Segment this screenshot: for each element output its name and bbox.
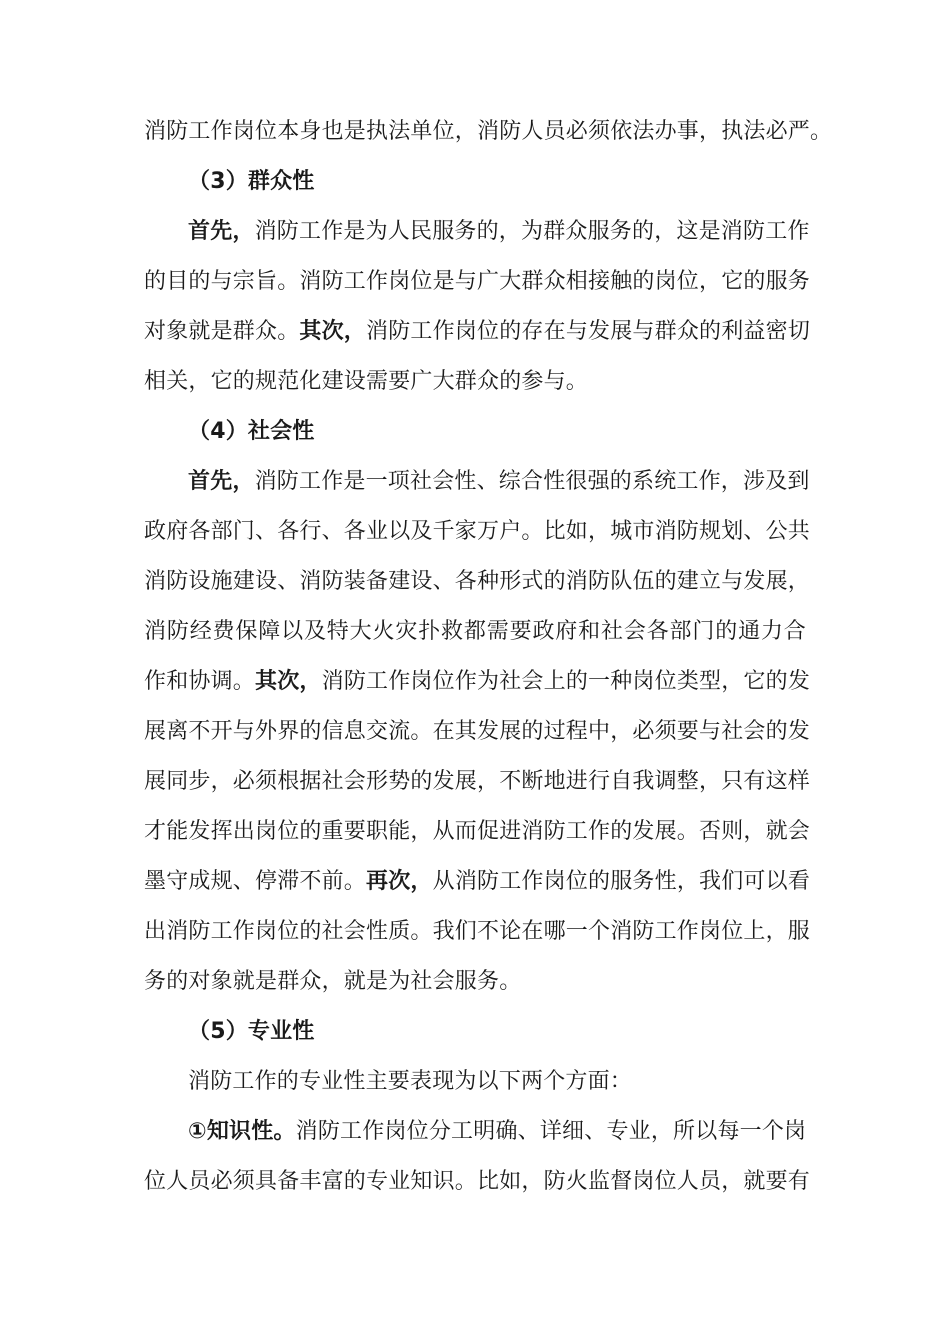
paragraph-line [188, 217, 810, 247]
paragraph-text: 消防工作岗位的存在与发展与群众的利益密切 [366, 319, 811, 344]
paragraph-line: 务的对象就是群众，就是为社会服务。 [144, 969, 522, 994]
paragraph-line: 政府各部门、各行、各业以及千家万户。比如，城市消防规划、公共 [144, 519, 811, 544]
paragraph-text: 作和协调。 [144, 669, 256, 694]
bold-lead: 其次， [255, 669, 322, 694]
paragraph-line: 的目的与宗旨。消防工作岗位是与广大群众相接触的岗位，它的服务 [144, 269, 811, 294]
paragraph-text: 对象就是群众。 [144, 319, 300, 344]
paragraph-line [144, 867, 811, 897]
paragraph-line: 展离不开与外界的信息交流。在其发展的过程中，必须要与社会的发 [144, 719, 811, 744]
paragraph-line [144, 667, 811, 697]
section-heading-3: （3）群众性 [188, 169, 315, 194]
paragraph-text: 墨守成规、停滞不前。 [144, 869, 367, 894]
paragraph-line: 消防经费保障以及特大火灾扑救都需要政府和社会各部门的通力合 [144, 619, 806, 644]
paragraph-line [188, 1117, 806, 1147]
paragraph-line: 消防工作的专业性主要表现为以下两个方面： [188, 1069, 633, 1094]
paragraph-text: 消防工作是为人民服务的，为群众服务的，这是消防工作 [254, 219, 810, 244]
paragraph-line: 消防工作岗位本身也是执法单位，消防人员必须依法办事，执法必严。 [144, 119, 833, 144]
bold-lead: ①知识性。 [188, 1119, 296, 1144]
paragraph-line: 位人员必须具备丰富的专业知识。比如，防火监督岗位人员，就要有 [144, 1169, 811, 1194]
paragraph-text: 消防工作岗位作为社会上的一种岗位类型，它的发 [321, 669, 811, 694]
bold-lead: 再次， [366, 869, 433, 894]
paragraph-line: 展同步，必须根据社会形势的发展，不断地进行自我调整，只有这样 [144, 769, 811, 794]
paragraph-line [188, 467, 810, 497]
section-heading-4: （4）社会性 [188, 419, 315, 444]
paragraph-line: 出消防工作岗位的社会性质。我们不论在哪一个消防工作岗位上，服 [144, 919, 811, 944]
bold-lead: 其次， [299, 319, 367, 344]
paragraph-line: 才能发挥出岗位的重要职能，从而促进消防工作的发展。否则，就会 [144, 819, 811, 844]
bold-lead: 首先， [188, 219, 255, 244]
paragraph-text: 消防工作是一项社会性、综合性很强的系统工作，涉及到 [254, 469, 810, 494]
paragraph-line [144, 317, 811, 347]
paragraph-text: 消防工作岗位分工明确、详细、专业，所以每一个岗 [295, 1119, 807, 1144]
paragraph-line: 相关，它的规范化建设需要广大群众的参与。 [144, 369, 589, 394]
paragraph-text: 从消防工作岗位的服务性，我们可以看 [432, 869, 811, 894]
section-heading-5: （5）专业性 [188, 1019, 315, 1044]
bold-lead: 首先， [188, 469, 255, 494]
paragraph-line: 消防设施建设、消防装备建设、各种形式的消防队伍的建立与发展， [144, 569, 811, 594]
